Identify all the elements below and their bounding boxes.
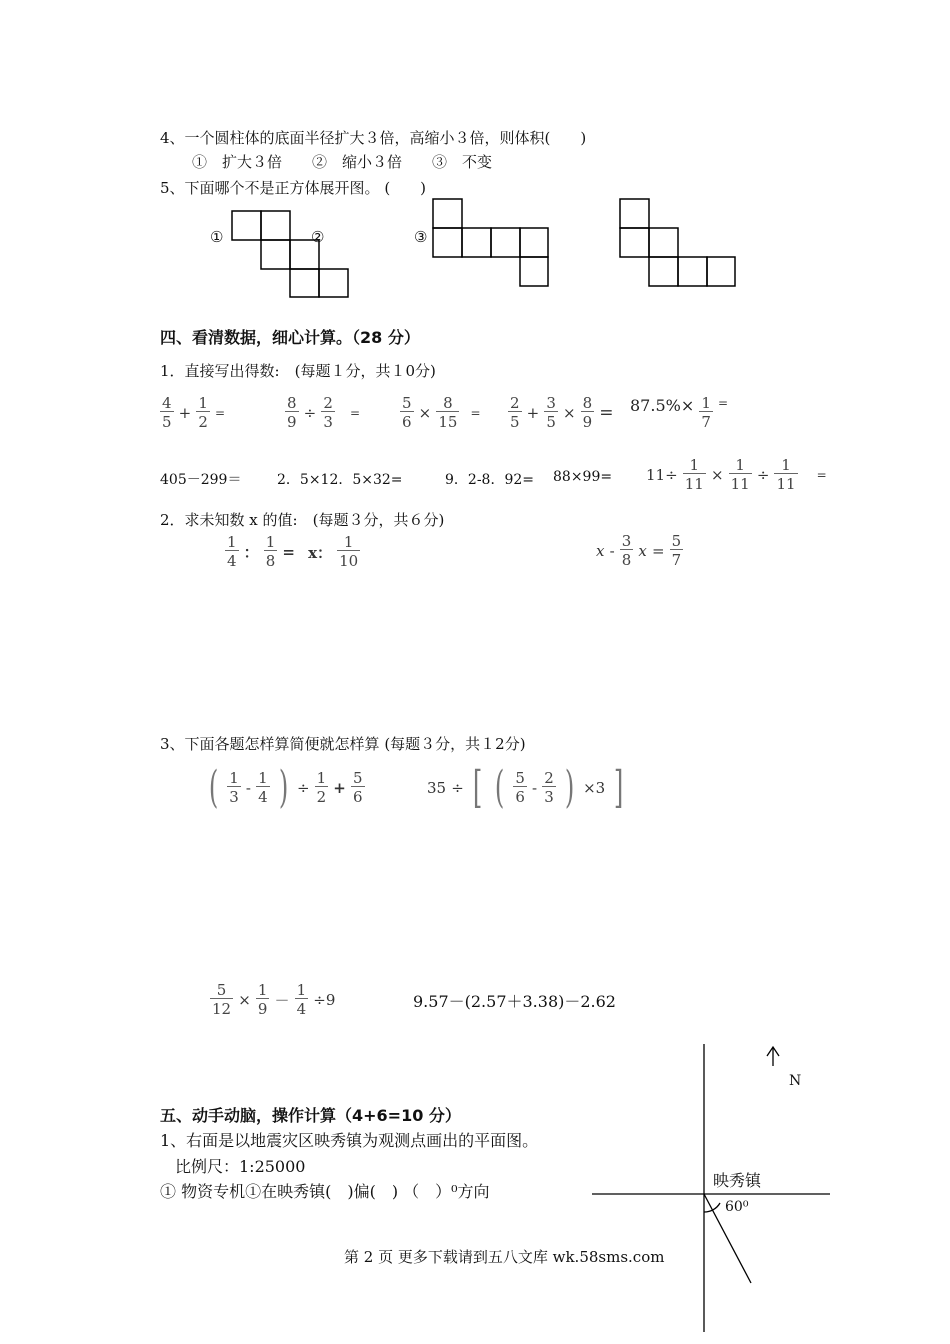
- simplify-2: 35 ÷ [ ( $\frac{5}{6}$ - $\frac{2}{3}$ ) ×3 ]: [427, 762, 624, 813]
- cube-net-figures: [0, 0, 950, 320]
- calc-2-2: 2．5×12．5×32=: [277, 472, 403, 488]
- calc-2-1: 405－299＝: [160, 472, 242, 488]
- net-label-1: ①: [210, 228, 224, 246]
- angle-label: 60⁰: [725, 1199, 749, 1215]
- part-1-title: 1．直接写出得数: (每题１分，共１0分): [160, 362, 436, 380]
- section-4-title: 四、看清数据，细心计算。（28 分）: [160, 328, 420, 347]
- calc-1-4: $\frac{2}{5}$ + $\frac{3}{5}$ × $\frac{8}{9}$ =: [510, 394, 614, 431]
- calc-1-5: 87.5%× $\frac{1}{7}$ =: [630, 394, 729, 431]
- calc-1-2: $\frac{8}{9}$ ÷ $\frac{2}{3}$ =: [287, 394, 361, 431]
- calc-2-3: 9．2-8．92=: [445, 472, 534, 488]
- north-arrow-head: [767, 1047, 779, 1056]
- calc-2-4: 88×99=: [553, 469, 613, 485]
- page-footer: 第 2 页 更多下载请到五八文库 wk.58sms.com: [344, 1248, 665, 1266]
- question-4: 4、一个圆柱体的底面半径扩大３倍，高缩小３倍，则体积( ): [160, 129, 587, 147]
- town-label: 映秀镇: [713, 1171, 762, 1190]
- simplify-4: 9.57－(2.57＋3.38)－2.62: [413, 992, 616, 1011]
- section-5-q1: 1、右面是以地震灾区映秀镇为观测点画出的平面图。: [160, 1131, 539, 1150]
- question-4-options: ① 扩大３倍 ② 缩小３倍 ③ 不变: [192, 153, 493, 171]
- part-2-title: 2．求未知数 x 的值: (每题３分，共６分): [160, 511, 445, 529]
- net-label-2: ②: [311, 228, 325, 246]
- map-scale: 比例尺：1:25000: [175, 1157, 306, 1176]
- equation-b: x - $\frac{3}{8}$ x = $\frac{5}{7}$: [596, 532, 682, 569]
- simplify-1: ( $\frac{1}{3}$ - $\frac{1}{4}$ ) ÷ $\frac{1}{2}$ + $\frac{5}{6}$: [208, 762, 363, 813]
- question-5: 5、下面哪个不是正方体展开图。 ( ): [160, 179, 427, 197]
- section-5-title: 五、动手动脑，操作计算（4+6=10 分）: [160, 1106, 461, 1125]
- section-5-q1-blank: ① 物资专机①在映秀镇( )偏( ) （ ）⁰方向: [160, 1182, 490, 1201]
- simplify-3: $\frac{5}{12}$ × $\frac{1}{9}$ － $\frac{1}{4}$ ÷9: [212, 981, 336, 1018]
- calc-1-3: $\frac{5}{6}$ × $\frac{8}{15}$ =: [402, 394, 481, 431]
- north-label: N: [789, 1073, 802, 1089]
- part-3-title: 3、下面各题怎样算简便就怎样算 (每题３分，共１2分): [160, 735, 526, 753]
- calc-2-5: 11÷ $\frac{1}{11}$ × $\frac{1}{11}$ ÷ $\frac{1}{11}$ =: [646, 456, 827, 493]
- equation-a: $\frac{1}{4}$ ： $\frac{1}{8}$ = x： $\frac{1}{10}$: [227, 533, 359, 570]
- calc-1-1: $\frac{4}{5}$ + $\frac{1}{2}$ =: [162, 394, 226, 431]
- net-label-3: ③: [414, 228, 428, 246]
